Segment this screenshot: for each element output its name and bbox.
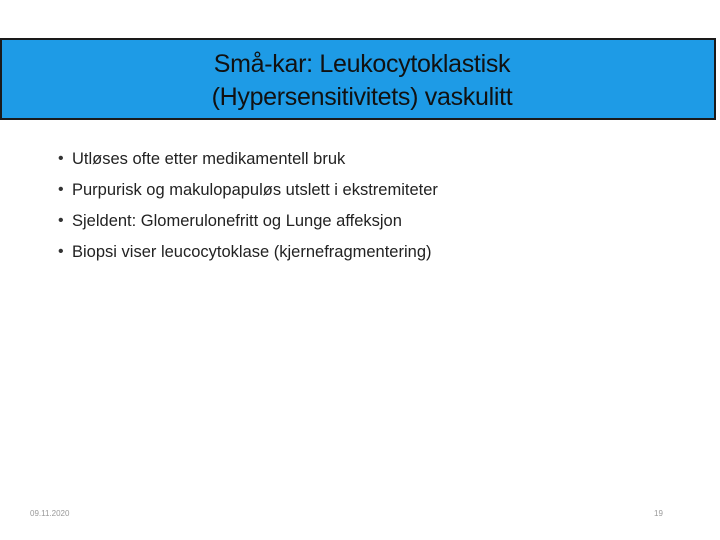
bullet-text: Utløses ofte etter medikamentell bruk (72, 150, 346, 168)
slide-title-line-2: (Hypersensitivitets) vaskulitt (211, 83, 513, 111)
slide-title-line-1: Små-kar: Leukocytoklastisk (213, 50, 511, 78)
title-banner (0, 38, 716, 120)
footer-date: 09.11.2020 (30, 509, 70, 518)
bullet-text: Sjeldent: Glomerulonefritt og Lunge affeksjon (72, 212, 402, 230)
bullet-dot-icon: • (58, 181, 64, 198)
bullet-dot-icon: • (58, 150, 64, 167)
bullet-dot-icon: • (58, 243, 64, 260)
slide-title (2, 40, 720, 122)
bullet-item (58, 208, 438, 239)
footer-page-number: 19 (654, 509, 663, 518)
bullet-dot-icon: • (58, 212, 64, 229)
bullet-item (58, 239, 438, 270)
bullet-text: Biopsi viser leucocytoklase (kjernefragmentering) (72, 243, 432, 261)
bullet-item (58, 177, 438, 208)
bullet-list (58, 146, 438, 270)
bullet-item (58, 146, 438, 177)
bullet-text: Purpurisk og makulopapuløs utslett i ekstremiteter (72, 181, 438, 199)
